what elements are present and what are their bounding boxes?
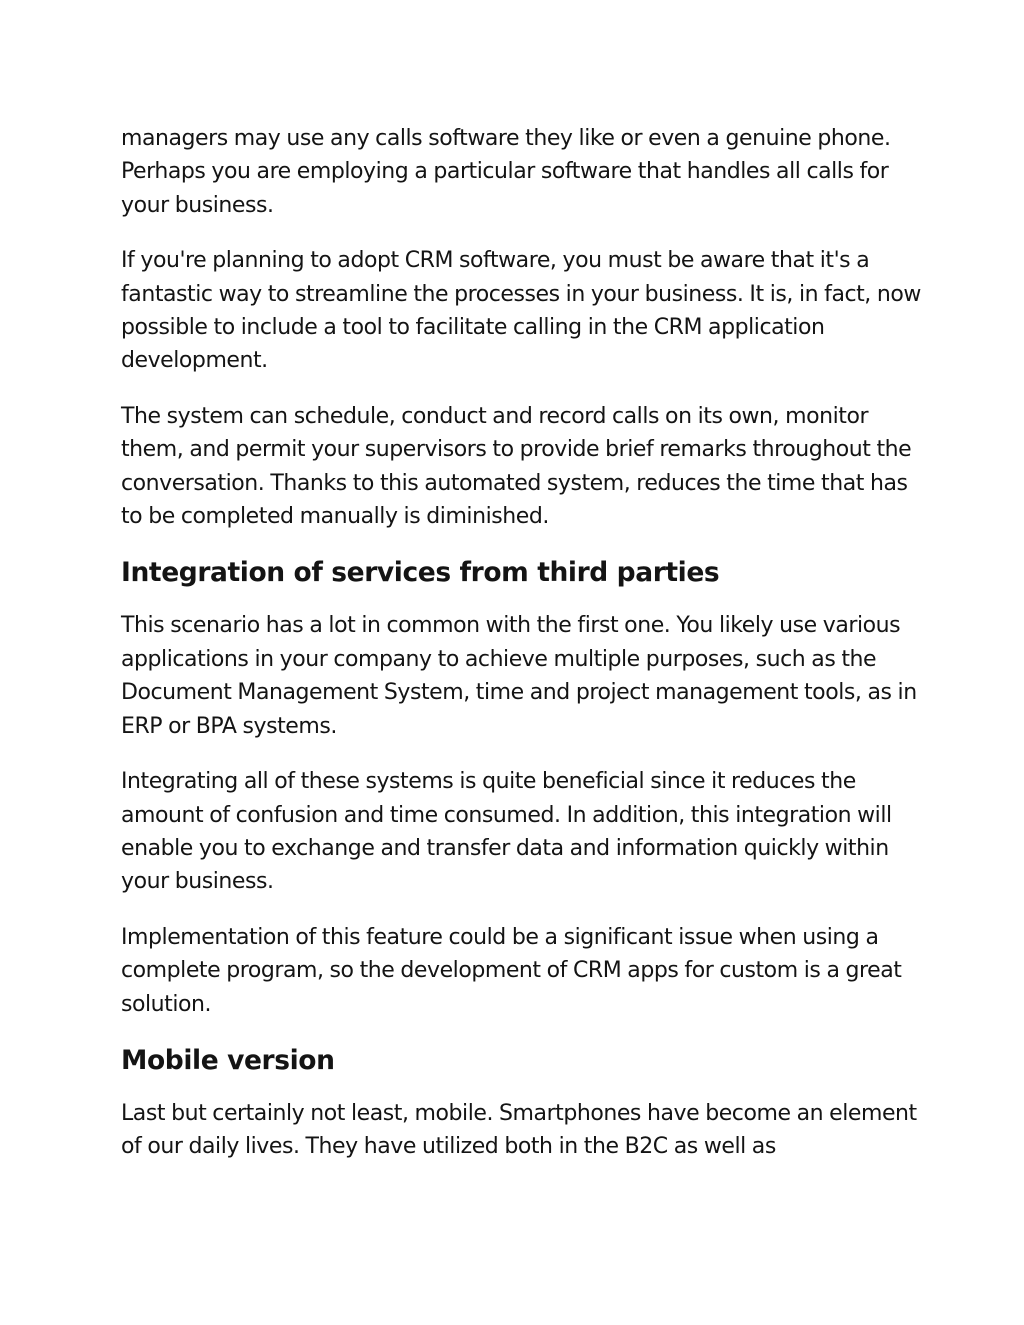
heading-third-party-integration: Integration of services from third parties [121, 557, 720, 589]
paragraph-integration-benefits: Integrating all of these systems is quite beneficial since it reduces the amount of confusion and time consumed. In addition, this integration will enable you to exchange and transfer data and information quickly within your business. [121, 769, 892, 895]
paragraph-calls-software: managers may use any calls software they like or even a genuine phone. Perhaps you are employing a particular software that handles all calls for your business. [121, 126, 891, 218]
document-page [121, 122, 921, 1186]
paragraph-call-system: The system can schedule, conduct and record calls on its own, monitor them, and permit your supervisors to provide brief remarks throughout the conversation. Thanks to this automated system, reduces the time that has to be completed manually is diminished. [121, 403, 912, 530]
paragraph-implementation: Implementation of this feature could be a significant issue when using a complete program, so the development of CRM apps for custom is a great solution. [121, 924, 902, 1017]
paragraph-various-applications: This scenario has a lot in common with the first one. You likely use various applications in your company to achieve multiple purposes, such as the Document Management System, time and project management tools, as in ERP or BPA systems. [121, 613, 917, 739]
paragraph-crm-adoption: If you're planning to adopt CRM software, you must be aware that it's a fantastic way to streamline the processes in your business. It is, in fact, now possible to include a tool to facilitate calling in the CRM application development. [121, 248, 921, 374]
paragraph-mobile: Last but certainly not least, mobile. Smartphones have become an element of our daily lives. They have utilized both in the B2C as well as [121, 1100, 917, 1160]
heading-mobile-version: Mobile version [121, 1044, 335, 1076]
